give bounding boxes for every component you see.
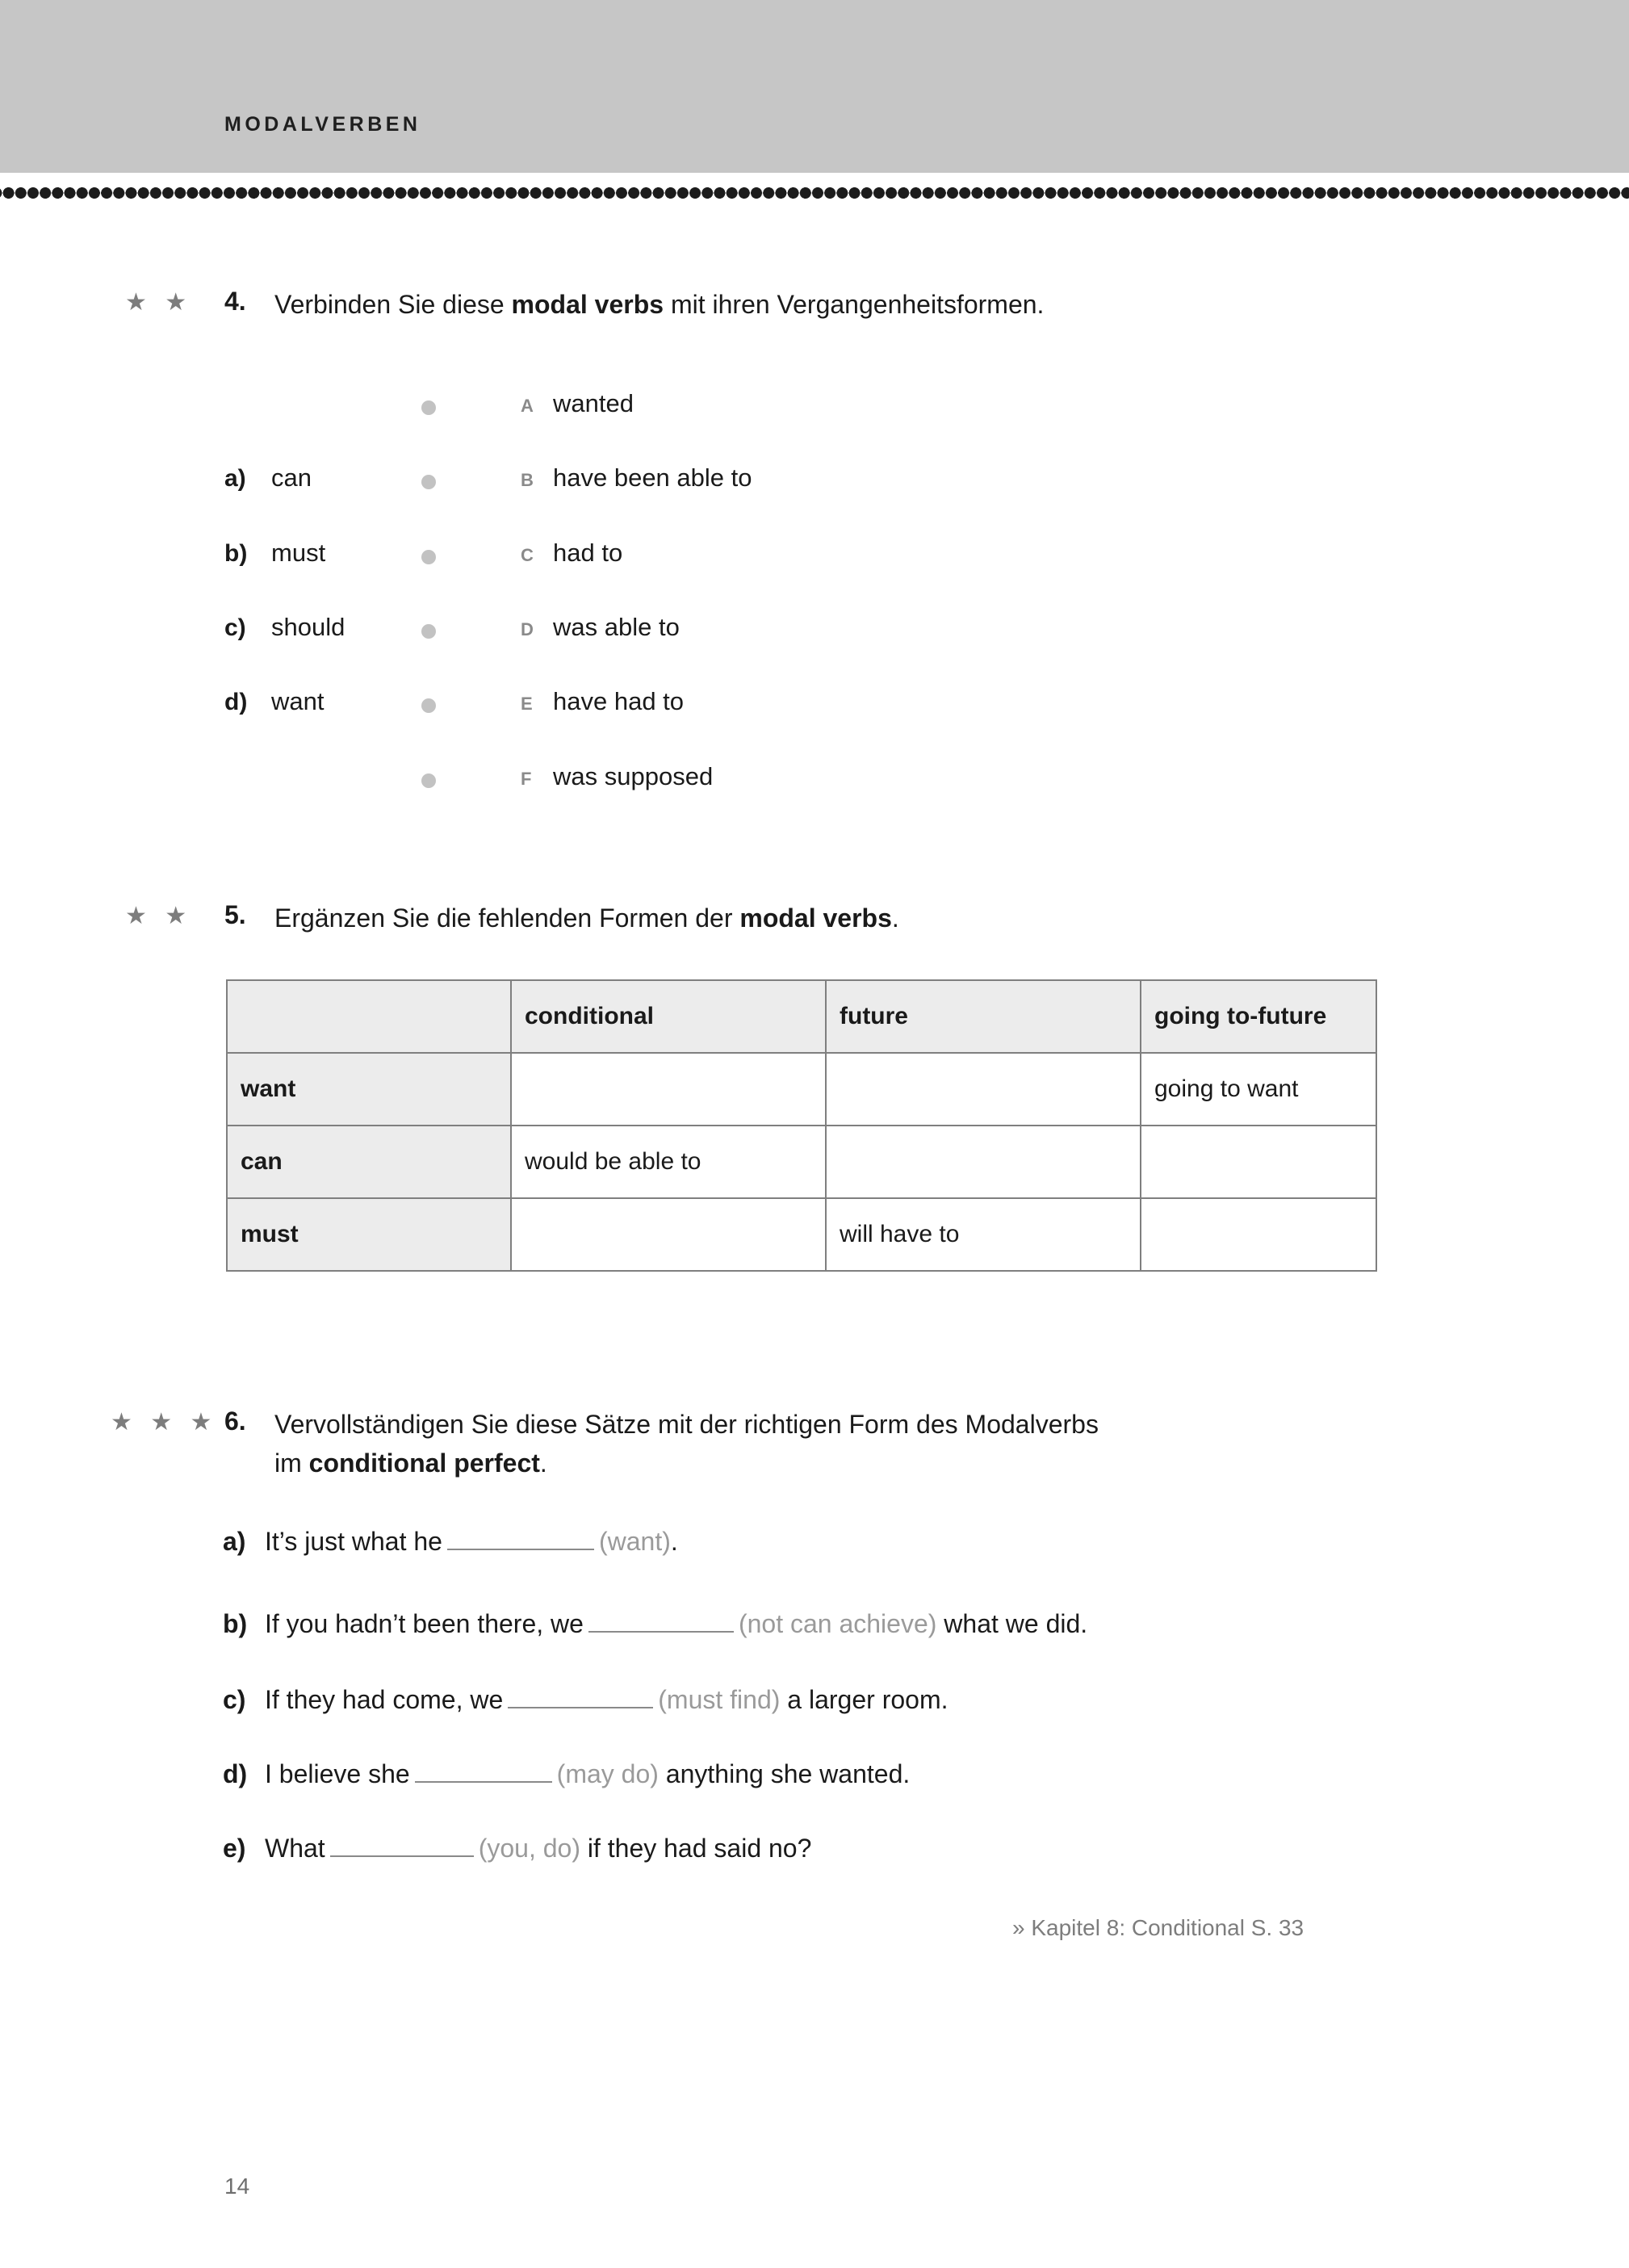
table-row xyxy=(227,1126,1376,1198)
modal-verb-forms-table xyxy=(226,979,1377,1272)
match-dot-right-f[interactable] xyxy=(421,773,436,788)
match-dot-left-d[interactable] xyxy=(421,698,436,713)
match-word-want[interactable]: want xyxy=(271,687,325,715)
chapter-title: MODALVERBEN xyxy=(224,113,421,136)
page-number: 14 xyxy=(224,2174,250,2199)
sentence-text-b-post: what we did. xyxy=(936,1609,1088,1638)
cell-must-going-to-future[interactable] xyxy=(1141,1198,1376,1271)
sentence-label-c: c) xyxy=(223,1685,246,1714)
cell-must-conditional[interactable] xyxy=(511,1198,826,1271)
sentence-item-a xyxy=(223,1526,678,1557)
table-header-going-to-future: going to-future xyxy=(1141,980,1376,1053)
sentence-hint-c: (must find) xyxy=(658,1685,781,1714)
match-answer-f[interactable]: was supposed xyxy=(553,762,714,790)
sentence-text-c-post: a larger room. xyxy=(780,1685,949,1714)
match-answer-c[interactable]: had to xyxy=(553,539,623,567)
sentence-text-d-post: anything she wanted. xyxy=(658,1759,911,1788)
page-header-band xyxy=(0,0,1629,173)
sentence-text-e-pre: What xyxy=(265,1834,325,1863)
sentence-text-b-pre: If you hadn’t been there, we xyxy=(265,1609,584,1638)
exercise-number-5: 5. xyxy=(224,900,246,929)
sentence-hint-b: (not can achieve) xyxy=(738,1609,937,1638)
table-header-row xyxy=(227,980,1376,1053)
answer-blank-b[interactable] xyxy=(588,1608,734,1633)
match-dot-left-c[interactable] xyxy=(421,624,436,639)
match-answer-d[interactable]: was able to xyxy=(553,613,680,641)
prompt-4-part2: mit ihren Vergangenheitsformen. xyxy=(664,290,1045,319)
match-answer-a[interactable]: wanted xyxy=(553,389,634,417)
sentence-label-b: b) xyxy=(223,1609,248,1638)
sentence-text-c-pre: If they had come, we xyxy=(265,1685,504,1714)
table-row xyxy=(227,1198,1376,1271)
match-dot-left-a[interactable] xyxy=(421,475,436,489)
match-key-a: A xyxy=(521,396,534,416)
prompt-4-bold: modal verbs xyxy=(511,290,664,319)
sentence-item-e xyxy=(223,1833,811,1863)
match-label-c: c) xyxy=(224,614,246,641)
match-label-b: b) xyxy=(224,540,248,567)
cell-want-conditional[interactable] xyxy=(511,1053,826,1126)
table-header-conditional: conditional xyxy=(511,980,826,1053)
table-rowhead-want: want xyxy=(227,1053,511,1126)
exercise-number-4: 4. xyxy=(224,287,246,316)
sentence-hint-d: (may do) xyxy=(556,1759,659,1788)
match-label-a: a) xyxy=(224,465,246,492)
difficulty-stars-exercise-6: ★ ★ ★ xyxy=(111,1409,218,1436)
sentence-text-e-post: if they had said no? xyxy=(580,1834,812,1863)
table-row xyxy=(227,1053,1376,1126)
prompt-4-part1: Verbinden Sie diese xyxy=(274,290,512,319)
sentence-hint-a: (want) xyxy=(598,1527,671,1556)
cell-can-going-to-future[interactable] xyxy=(1141,1126,1376,1198)
prompt-6-part1: im xyxy=(274,1448,309,1478)
sentence-label-a: a) xyxy=(223,1527,246,1556)
answer-blank-e[interactable] xyxy=(330,1833,474,1857)
difficulty-stars-exercise-4: ★ ★ xyxy=(125,289,193,316)
exercise-number-6: 6. xyxy=(224,1406,246,1436)
cell-want-going-to-future[interactable]: going to want xyxy=(1141,1053,1376,1126)
prompt-5-part1: Ergänzen Sie die fehlenden Formen der xyxy=(274,903,740,933)
answer-blank-a[interactable] xyxy=(447,1526,594,1550)
match-dot-right-a[interactable] xyxy=(421,400,436,415)
difficulty-stars-exercise-5: ★ ★ xyxy=(125,903,193,929)
exercise-prompt-6-line1: Vervollständigen Sie diese Sätze mit der richtigen Form des Modalverbs xyxy=(274,1410,1099,1439)
match-word-should[interactable]: should xyxy=(271,613,345,641)
table-header-corner xyxy=(227,980,511,1053)
sentence-label-e: e) xyxy=(223,1834,246,1863)
match-answer-e[interactable]: have had to xyxy=(553,687,685,715)
sentence-item-c xyxy=(223,1684,948,1715)
match-word-can[interactable]: can xyxy=(271,463,312,492)
table-header-future: future xyxy=(826,980,1141,1053)
sentence-item-d xyxy=(223,1759,910,1789)
match-label-d: d) xyxy=(224,689,248,715)
prompt-5-part2: . xyxy=(891,903,899,933)
match-word-must[interactable]: must xyxy=(271,539,326,567)
answer-blank-d[interactable] xyxy=(415,1759,552,1783)
cell-want-future[interactable] xyxy=(826,1053,1141,1126)
header-dotted-divider xyxy=(0,187,1629,199)
cell-must-future[interactable]: will have to xyxy=(826,1198,1141,1271)
sentence-label-d: d) xyxy=(223,1759,248,1788)
answer-blank-c[interactable] xyxy=(508,1684,653,1708)
match-key-e: E xyxy=(521,694,533,714)
table-rowhead-must: must xyxy=(227,1198,511,1271)
sentence-item-b xyxy=(223,1608,1087,1639)
prompt-6-part2: . xyxy=(539,1448,547,1478)
table-rowhead-can: can xyxy=(227,1126,511,1198)
sentence-text-d-pre: I believe she xyxy=(265,1759,410,1788)
cell-can-conditional[interactable]: would be able to xyxy=(511,1126,826,1198)
sentence-text-a-post: . xyxy=(670,1527,678,1556)
match-dot-left-b[interactable] xyxy=(421,550,436,564)
exercise-prompt-5 xyxy=(274,900,899,936)
prompt-6-bold: conditional perfect xyxy=(308,1448,540,1478)
cross-reference-link[interactable]: » Kapitel 8: Conditional S. 33 xyxy=(1012,1915,1304,1940)
prompt-5-bold: modal verbs xyxy=(739,903,892,933)
match-key-c: C xyxy=(521,545,534,565)
match-key-f: F xyxy=(521,769,532,789)
sentence-hint-e: (you, do) xyxy=(478,1834,580,1863)
exercise-prompt-4 xyxy=(274,287,1044,322)
match-answer-b[interactable]: have been able to xyxy=(553,463,752,492)
cell-can-future[interactable] xyxy=(826,1126,1141,1198)
match-key-b: B xyxy=(521,470,534,490)
sentence-text-a-pre: It’s just what he xyxy=(265,1527,442,1556)
match-key-d: D xyxy=(521,619,534,639)
exercise-prompt-6-line2 xyxy=(274,1445,547,1481)
